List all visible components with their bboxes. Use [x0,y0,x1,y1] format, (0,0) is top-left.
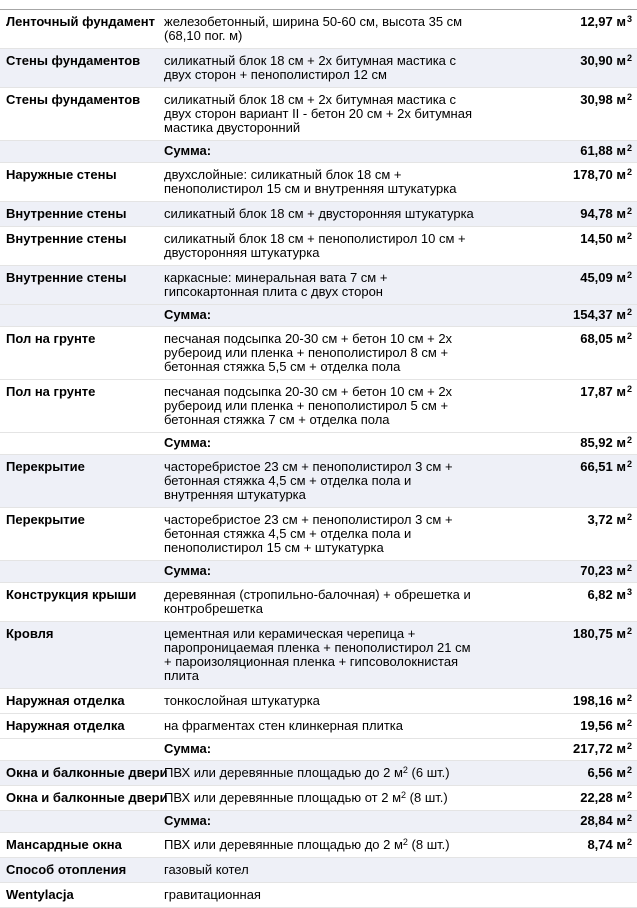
item-value [486,739,637,760]
item-description: силикатный блок 18 см + двусторонняя штукатурка [164,206,474,221]
sum-row [0,433,637,455]
item-description: Сумма: [164,813,212,828]
value-number: 8,74 м [587,837,626,852]
value-unit-exponent: 2 [626,92,632,102]
item-description: Сумма: [164,143,212,158]
item-value [486,883,637,907]
value-number: 19,56 м [580,718,626,733]
value-unit-exponent: 2 [626,270,632,280]
value-unit-exponent: 2 [626,741,632,751]
item-label: Окна и балконные двери [6,765,168,780]
item-value [486,88,637,140]
table-row [0,833,637,858]
item-description: силикатный блок 18 см + 2х битумная мастика с двух сторон + пенополистирол 12 см [164,53,457,82]
item-label: Мансардные окна [6,837,122,852]
value-number: 66,51 м [580,459,626,474]
item-description: ПВХ или деревянные площадью до 2 $м^2$ (6 шт.) [164,765,450,780]
value-number: 6,82 м [587,587,626,602]
item-value [486,561,637,582]
item-description: ПВХ или деревянные площадью до 2 $м^2$ (8 шт.) [164,837,450,852]
item-value [486,689,637,713]
item-value [486,49,637,87]
item-value [486,714,637,738]
specifications-table [0,9,637,908]
item-description: Сумма: [164,563,212,578]
item-label [0,739,158,760]
item-value [486,227,637,265]
item-label: Пол на грунте [6,331,96,346]
item-description: каркасные: минеральная вата 7 см + гипсокартонная плита с двух сторон [164,270,388,299]
item-value [486,811,637,832]
value-unit-exponent: 2 [626,765,632,775]
item-label: Внутренние стены [6,206,127,221]
value-number: 30,90 м [580,53,626,68]
value-unit-exponent: 2 [626,384,632,394]
value-number: 198,16 м [572,693,626,708]
value-number: 217,72 м [572,741,626,756]
item-value [486,305,637,326]
value-number: 28,84 м [580,813,626,828]
value-number: 154,37 м [572,307,626,322]
value-number: 17,87 м [580,384,626,399]
item-description: на фрагментах стен клинкерная плитка [164,718,404,733]
item-value [486,163,637,201]
item-description: Сумма: [164,741,212,756]
table-row [0,380,637,433]
table-row [0,163,637,202]
item-label: Пол на грунте [6,384,96,399]
item-label [0,561,158,582]
item-label: Перекрытие [6,459,85,474]
value-unit-exponent: 2 [626,143,632,153]
value-unit-exponent: 2 [626,813,632,823]
item-label: Стены фундаментов [6,92,141,107]
item-label: Wentylacja [6,887,74,902]
item-description: часторебристое 23 см + пенополистирол 3 см + бетонная стяжка 4,5 см + отделка пола и внутренняя штукатурка [164,459,453,502]
item-description: часторебристое 23 см + пенополистирол 3 см + бетонная стяжка 4,5 см + отделка пола и пенополистирол 15 см + штукатурка [164,512,453,555]
item-label: Внутренние стены [6,270,127,285]
item-value [486,833,637,857]
table-row [0,761,637,786]
table-row [0,622,637,689]
value-unit-exponent: 2 [626,167,632,177]
value-number: 94,78 м [580,206,626,221]
table-row [0,10,637,49]
value-unit-exponent: 2 [626,693,632,703]
item-value [486,858,637,882]
item-value [486,583,637,621]
item-label: Наружная отделка [6,693,125,708]
value-number: 61,88 м [580,143,626,158]
item-label: Кровля [6,626,54,641]
item-value [486,141,637,162]
value-unit-exponent: 2 [626,435,632,445]
table-row [0,508,637,561]
item-description: тонкослойная штукатурка [164,693,320,708]
item-value [486,327,637,379]
item-label: Наружные стены [6,167,117,182]
item-value [486,380,637,432]
item-value [486,266,637,304]
value-number: 14,50 м [580,231,626,246]
item-description: песчаная подсыпка 20-30 см + бетон 10 см + 2х рубероид или пленка + пенополистирол 5 см + бетонная стяжка 7 см + отделка пола [164,384,453,427]
item-label: Внутренние стены [6,231,127,246]
value-number: 70,23 м [580,563,626,578]
item-description: силикатный блок 18 см + 2х битумная мастика с двух сторон вариант II - бетон 20 см + 2х битумная мастика двусторонний [164,92,472,135]
value-number: 30,98 м [580,92,626,107]
value-unit-exponent: 2 [626,837,632,847]
table-row [0,327,637,380]
value-number: 180,75 м [572,626,626,641]
table-row [0,883,637,908]
value-number: 85,92 м [580,435,626,450]
item-value [486,622,637,688]
sum-row [0,305,637,327]
table-row [0,227,637,266]
value-number: 12,97 м [580,14,626,29]
item-label: Конструкция крыши [6,587,137,602]
value-unit-exponent: 2 [626,53,632,63]
item-description: деревянная (стропильно-балочная) + обрешетка и контробрешетка [164,587,471,616]
item-description: Сумма: [164,435,212,450]
table-row [0,858,637,883]
table-row [0,202,637,227]
value-number: 178,70 м [572,167,626,182]
item-label: Наружная отделка [6,718,125,733]
item-label: Перекрытие [6,512,85,527]
value-unit-exponent: 2 [626,331,632,341]
value-unit-exponent: 2 [626,206,632,216]
value-unit-exponent: 2 [626,563,632,573]
item-label [0,433,158,454]
item-label: Окна и балконные двери [6,790,168,805]
table-row [0,49,637,88]
item-description: силикатный блок 18 см + пенополистирол 10 см + двусторонняя штукатурка [164,231,466,260]
value-unit-exponent: 2 [626,718,632,728]
item-description: ПВХ или деревянные площадью от 2 $м^2$ (8 шт.) [164,790,448,805]
table-row [0,88,637,141]
value-number: 6,56 м [587,765,626,780]
item-description: цементная или керамическая черепица + паропроницаемая пленка + пенополистирол 21 см + пароизоляционная пленка + гипсоволокнистая плита [164,626,471,683]
item-value [486,786,637,810]
table-row [0,583,637,622]
item-label [0,811,158,832]
item-value [486,508,637,560]
item-description: песчаная подсыпка 20-30 см + бетон 10 см + 2х рубероид или пленка + пенополистирол 8 см + бетонная стяжка 5,5 см + отделка пола [164,331,453,374]
value-unit-exponent: 2 [626,512,632,522]
value-unit-exponent: 2 [626,790,632,800]
item-label: Способ отопления [6,862,127,877]
value-number: 45,09 м [580,270,626,285]
item-description: двухслойные: силикатный блок 18 см + пенополистирол 15 см и внутренняя штукатурка [164,167,457,196]
item-description: Сумма: [164,307,212,322]
item-value [486,202,637,226]
item-description: гравитационная [164,887,261,902]
item-label [0,141,158,162]
item-value [486,455,637,507]
table-row [0,455,637,508]
table-row [0,714,637,739]
value-unit-exponent: 2 [626,231,632,241]
item-label: Стены фундаментов [6,53,141,68]
table-row [0,786,637,811]
value-unit-exponent: 2 [626,626,632,636]
value-number: 68,05 м [580,331,626,346]
value-unit-exponent: 3 [626,14,632,24]
value-unit-exponent: 2 [626,307,632,317]
value-number: 22,28 м [580,790,626,805]
value-number: 3,72 м [587,512,626,527]
item-description: железобетонный, ширина 50-60 см, высота 35 см (68,10 пог. м) [164,14,463,43]
item-value [486,433,637,454]
item-value [486,10,637,48]
item-label [0,305,158,326]
sum-row [0,561,637,583]
sum-row [0,739,637,761]
sum-row [0,141,637,163]
item-value [486,761,637,785]
value-unit-exponent: 3 [626,587,632,597]
sum-row [0,811,637,833]
table-row [0,266,637,305]
table-row [0,689,637,714]
item-label: Ленточный фундамент [6,14,155,29]
value-unit-exponent: 2 [626,459,632,469]
item-description: газовый котел [164,862,249,877]
